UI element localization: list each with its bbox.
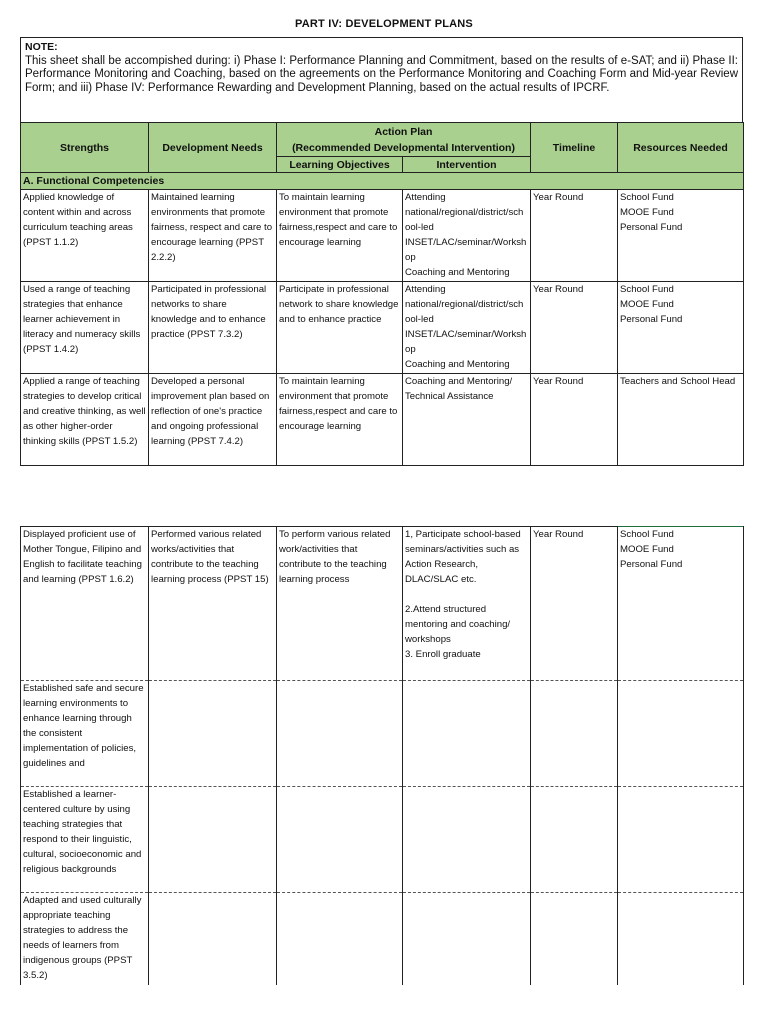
objective-cell — [277, 787, 403, 893]
page-title: PART IV: DEVELOPMENT PLANS — [295, 18, 473, 30]
intervention-item: Coaching and Mentoring/ Technical Assistance — [405, 376, 513, 402]
table-row — [21, 527, 744, 681]
timeline-cell — [531, 893, 618, 985]
intervention-cell — [403, 190, 531, 282]
section-functional-competencies: A. Functional Competencies — [21, 173, 744, 190]
intervention-cell — [403, 527, 531, 681]
objective-cell: To maintain learning environment that promote fairness,respect and care to encourage learning — [277, 374, 403, 466]
resources-cell — [618, 374, 744, 466]
timeline-cell — [531, 787, 618, 893]
header-learning-objectives: Learning Objectives — [277, 157, 403, 173]
objective-cell: To maintain learning environment that promote fairness,respect and care to encourage learning — [277, 190, 403, 282]
timeline-cell — [531, 681, 618, 787]
need-cell: Participated in professional networks to share knowledge and to enhance practice (PPST 7.3.2) — [149, 282, 277, 374]
resource-item: School Fund — [620, 529, 674, 540]
table-row — [21, 282, 744, 374]
timeline-cell: Year Round — [531, 190, 618, 282]
objective-cell — [277, 893, 403, 985]
intervention-cell — [403, 893, 531, 985]
resources-cell — [618, 282, 744, 374]
timeline-cell: Year Round — [531, 282, 618, 374]
note-text: This sheet shall be accompished during: i) Phase I: Performance Planning and Commitment, based on the results of e-SAT; and ii) Phase II: Performance Monitoring and Coaching, based on the agreements on the Performance Monitoring and Coaching Form and Mid-year Review Form; and iii) Phase IV: Performance Rewarding and Development Planning, based on the actual results of IPCRF. — [25, 54, 738, 94]
resource-item: Personal Fund — [620, 222, 683, 233]
resource-item: Personal Fund — [620, 559, 683, 570]
intervention-cell — [403, 282, 531, 374]
table-row — [21, 787, 744, 893]
resource-item: MOOE Fund — [620, 544, 674, 555]
table-row — [21, 681, 744, 787]
header-timeline: Timeline — [531, 123, 618, 173]
need-cell — [149, 893, 277, 985]
intervention-item: Attending national/regional/district/school-led INSET/LAC/seminar/Workshop — [405, 192, 527, 263]
intervention-item: 1, Participate school-based seminars/activities such as Action Research, DLAC/SLAC etc. — [405, 529, 521, 585]
resource-item: Teachers and School Head — [620, 376, 736, 387]
strength-cell: Adapted and used culturally appropriate teaching strategies to address the needs of learners from indigenous groups (PPST 3.5.2) — [21, 893, 149, 985]
need-cell — [149, 787, 277, 893]
intervention-cell — [403, 787, 531, 893]
intervention-item: Coaching and Mentoring — [405, 267, 510, 278]
resources-cell — [618, 893, 744, 985]
header-resources-needed: Resources Needed — [618, 123, 744, 173]
resources-cell — [618, 527, 744, 681]
development-plan-table-continued — [20, 526, 744, 985]
note-label: NOTE: — [25, 41, 58, 53]
table-row — [21, 374, 744, 466]
resource-item: School Fund — [620, 192, 674, 203]
intervention-cell — [403, 681, 531, 787]
resource-item: School Fund — [620, 284, 674, 295]
development-plan-table — [20, 122, 744, 466]
header-action-plan-subtitle: (Recommended Developmental Intervention) — [292, 141, 515, 154]
header-action-plan-title: Action Plan — [374, 125, 433, 138]
strength-cell: Displayed proficient use of Mother Tongue, Filipino and English to facilitate teaching and learning (PPST 1.6.2) — [21, 527, 149, 681]
header-intervention: Intervention — [403, 157, 531, 173]
header-development-needs: Development Needs — [149, 123, 277, 173]
need-cell: Maintained learning environments that promote fairness, respect and care to encourage learning (PPST 2.2.2) — [149, 190, 277, 282]
header-action-plan — [277, 123, 531, 157]
header-strengths: Strengths — [21, 123, 149, 173]
strength-cell: Used a range of teaching strategies that enhance learner achievement in literacy and numeracy skills (PPST 1.4.2) — [21, 282, 149, 374]
resources-cell — [618, 787, 744, 893]
objective-cell: To perform various related work/activities that contribute to the teaching learning process — [277, 527, 403, 681]
objective-cell — [277, 681, 403, 787]
strength-cell: Applied knowledge of content within and across curriculum teaching areas (PPST 1.1.2) — [21, 190, 149, 282]
objective-cell: Participate in professional network to share knowledge and to enhance practice — [277, 282, 403, 374]
strength-cell: Established a learner-centered culture by using teaching strategies that respond to their linguistic, cultural, socioeconomic and religious backgrounds — [21, 787, 149, 893]
resource-item: MOOE Fund — [620, 207, 674, 218]
timeline-cell: Year Round — [531, 374, 618, 466]
timeline-cell: Year Round — [531, 527, 618, 681]
intervention-item: Coaching and Mentoring — [405, 359, 510, 370]
need-cell: Performed various related works/activities that contribute to the teaching learning process (PPST 15) — [149, 527, 277, 681]
resource-item: Personal Fund — [620, 314, 683, 325]
need-cell — [149, 681, 277, 787]
resources-cell — [618, 681, 744, 787]
strength-cell: Established safe and secure learning environments to enhance learning through the consistent implementation of policies, guidelines and — [21, 681, 149, 787]
table-row — [21, 893, 744, 985]
need-cell: Developed a personal improvement plan based on reflection of one's practice and ongoing professional learning (PPST 7.4.2) — [149, 374, 277, 466]
resource-item: MOOE Fund — [620, 299, 674, 310]
intervention-item: 3. Enroll graduate — [405, 649, 481, 660]
intervention-item: 2.Attend structured mentoring and coaching/ workshops — [405, 604, 511, 645]
intervention-item: Attending national/regional/district/school-led INSET/LAC/seminar/Workshop — [405, 284, 527, 355]
strength-cell: Applied a range of teaching strategies to develop critical and creative thinking, as well as other higher-order thinking skills (PPST 1.5.2) — [21, 374, 149, 466]
intervention-cell — [403, 374, 531, 466]
resources-cell — [618, 190, 744, 282]
table-row — [21, 190, 744, 282]
note-box — [20, 37, 743, 122]
